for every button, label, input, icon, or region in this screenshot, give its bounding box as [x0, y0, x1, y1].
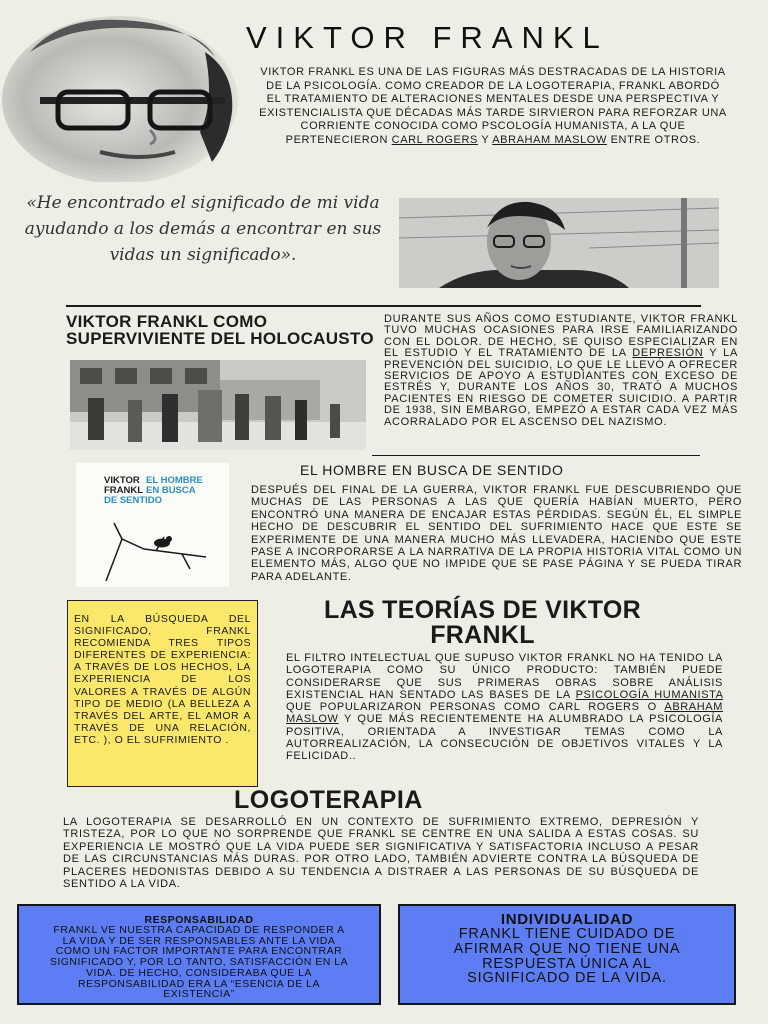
- link-abraham-maslow-2[interactable]: ABRAHAM MASLOW: [286, 701, 723, 726]
- book-cover: [76, 463, 229, 587]
- bird-on-branch-illustration: [86, 519, 221, 581]
- intro-text-2: Y: [481, 133, 490, 146]
- cover-title-2: EN BUSCA: [146, 485, 196, 496]
- section-divider: [372, 455, 700, 456]
- cover-title-1: EL HOMBRE: [146, 475, 203, 486]
- holocaust-survivors-photo: [70, 360, 366, 450]
- theories-text-1: EL FILTRO INTELECTUAL QUE SUPUSO VIKTOR FRANKL NO HA TENIDO LA LOGOTERAPIA COMO SU ÚNICO PRODUCTO: TAMBIÉN PUEDE CONSIDERARSE QUE SUS PRIMERAS OBRAS SOBRE ANÁLISIS EXISTENCIAL HAN SENTADO LAS BASES DE LA: [286, 652, 723, 701]
- intro-text-1: VIKTOR FRANKL ES UNA DE LAS FIGURAS MÁS DESTRACADAS DE LA HISTORIA DE LA PSICOLOGÍA. COMO CREADOR DE LA LOGOTERAPIA, FRANKL ABORDÓ EL TRATAMIENTO DE ALTERACIONES MENTALES DESDE UNA PERSPECTIVA Y EXISTENCIALISTA QUE DÉCADAS MÁS TARDE SIRVIERON PARA REFORZAR UNA CORRIENTE CONOCIDA COMO PSCOLOGÍA HUMANISTA, A LA QUE PERTENECIERON: [259, 66, 727, 146]
- holocaust-text-1: DURANTE SUS AÑOS COMO ESTUDIANTE, VIKTOR FRANKL TUVO MUCHAS OCASIONES PARA IRSE FAMILIARIZANDO CON EL DOLOR. DE HECHO, SE QUISO ESPECIALIZAR EN EL ESTUDIO Y EL TRATAMIENTO DE LA: [384, 313, 738, 360]
- intro-text-3: ENTRE OTROS.: [610, 133, 701, 146]
- individualidad-box: [398, 904, 736, 1005]
- cover-author-2: FRANKL: [104, 485, 144, 496]
- logoterapia-heading: LOGOTERAPIA: [234, 786, 423, 814]
- theories-text-3: Y QUE MÁS RECIENTEMENTE HA ALUMBRADO LA PSICOLOGÍA POSITIVA, ORIENTADA A INVESTIGAR TEMAS COMO LA AUTORREALIZACIÓN, LA CONSECUCIÓN DE OBJETIVOS VITALES Y LA FELICIDAD..: [286, 713, 723, 763]
- logoterapia-paragraph: LA LOGOTERAPIA SE DESARROLLÓ EN UN CONTEXTO DE SUFRIMIENTO EXTREMO, DEPRESIÓN Y TRISTEZA, POR LO QUE NO SORPRENDE QUE FRANKL SE CENTRE EN UNA SALIDA A ESTAS COSAS. SU EXPERIENCIA LE MOSTRÓ QUE LA VIDA PUEDE SER SIGNIFICATIVA Y SATISFACTORIA INCLUSO A PESAR DE LAS CIRCUNSTANCIAS MÁS DURAS. POR OTRO LADO, TAMBIÉN ADVIERTE CONTRA LA BÚSQUEDA DE PLACERES HEDONISTAS DEBIDO A SU TENDENCIA A DISTRAER A LAS PERSONAS DE SU BÚSQUEDA DE SENTIDO A LA VIDA.: [63, 816, 699, 891]
- responsabilidad-title: RESPONSABILIDAD: [144, 914, 254, 926]
- cover-title-3: DE SENTIDO: [104, 495, 163, 506]
- frankl-quote: «He encontrado el significado de mi vida ayudando a los demás a encontrar en sus vidas un significado».: [24, 193, 382, 265]
- holocaust-paragraph: [384, 314, 738, 428]
- individualidad-text: FRANKL TIENE CUIDADO DE AFIRMAR QUE NO TIENE UNA RESPUESTA ÚNICA AL SIGNIFICADO DE LA VIDA.: [453, 926, 681, 987]
- individualidad-title: INDIVIDUALIDAD: [500, 911, 634, 928]
- holocaust-text-2: Y LA PREVENCIÓN DEL SUICIDIO, LO QUE LE LLEVÓ A OFRECER SERVICIOS DE APOYO A ESTUDIANTES CON EXCESO DE ESTRÉS Y, DURANTE LOS AÑOS 30, TRATÓ A MUCHOS PACIENTES EN RIESGO DE COMETER SUICIDIO. A PARTIR DE 1938, SIN EMBARGO, EMPEZÓ A ESTAR CADA VEZ MÁS ACORRALADO POR EL ASCENSO DEL NAZISMO.: [384, 347, 738, 428]
- page-title: VIKTOR FRANKL: [246, 20, 609, 55]
- responsabilidad-box: [17, 904, 381, 1005]
- frankl-portrait-photo: [0, 12, 248, 182]
- link-carl-rogers[interactable]: CARL ROGERS: [391, 133, 478, 146]
- book-paragraph: DESPUÉS DEL FINAL DE LA GUERRA, VIKTOR FRANKL FUE DESCUBRIENDO QUE MUCHAS DE LAS PERSONAS A LAS QUE QUERÍA HABÍAN MUERTO, PERO ENCONTRÓ UNA MANERA DE ENCAJAR ESTAS PÉRDIDAS. SEGÚN ÉL, EL SIMPLE HECHO DE DESCUBRIR EL SENTIDO DEL SUFRIMIENTO HACE QUE ESTE SE EXPERIMENTE DE UNA MANERA MUCHO MÁS LLEVADERA, HACIENDO QUE ESTE PASE A INCORPORARSE A LA NARRATIVA DE LA PROPIA HISTORIA VITAL COMO UN ELEMENTO MÁS, ALGO QUE NO IMPIDE QUE SE PASE PÁGINA Y SE PUEDA TIRAR PARA ADELANTE.: [251, 484, 742, 583]
- link-depresion[interactable]: DEPRESIÓN: [632, 347, 704, 360]
- holocaust-heading: VIKTOR FRANKL COMO SUPERVIVIENTE DEL HOLOCAUSTO: [66, 312, 374, 348]
- link-abraham-maslow[interactable]: ABRAHAM MASLOW: [492, 133, 607, 146]
- book-heading: EL HOMBRE EN BUSCA DE SENTIDO: [300, 462, 564, 478]
- experience-types-box: EN LA BÚSQUEDA DEL SIGNIFICADO, FRANKL RECOMIENDA TRES TIPOS DIFERENTES DE EXPERIENCIA: A TRAVÉS DE LOS HECHOS, LA EXPERIENCIA DE LOS VALORES A TRAVÉS DE ALGÚN TIPO DE MEDIO (LA BELLEZA A TRAVÉS DEL ARTE, EL AMOR A TRAVÉS DE UNA RELACIÓN, ETC. ), O EL SUFRIMIENTO .: [67, 600, 258, 787]
- young-frankl-photo: [399, 198, 719, 288]
- theories-paragraph: [286, 652, 723, 763]
- section-divider: [66, 305, 701, 307]
- theories-text-2: QUE POPULARIZARON PERSONAS COMO CARL ROGERS O: [286, 701, 657, 714]
- responsabilidad-text: FRANKL VE NUESTRA CAPACIDAD DE RESPONDER A LA VIDA Y DE SER RESPONSABLES ANTE LA VIDA COMO UN FACTOR IMPORTANTE PARA ENCONTRAR SIGNIFICADO Y, POR LO TANTO, SATISFACCIÓN EN LA VIDA. DE HECHO, CONSIDERABA QUE LA RESPONSABILIDAD ERA LA “ESENCIA DE LA EXISTENCIA”: [49, 924, 349, 1001]
- cover-author-1: VIKTOR: [104, 475, 140, 486]
- link-psicologia-humanista[interactable]: PSICOLOGÍA HUMANISTA: [575, 688, 723, 701]
- theories-heading: LAS TEORÍAS DE VIKTOR FRANKL: [324, 596, 641, 649]
- intro-paragraph: [258, 66, 728, 148]
